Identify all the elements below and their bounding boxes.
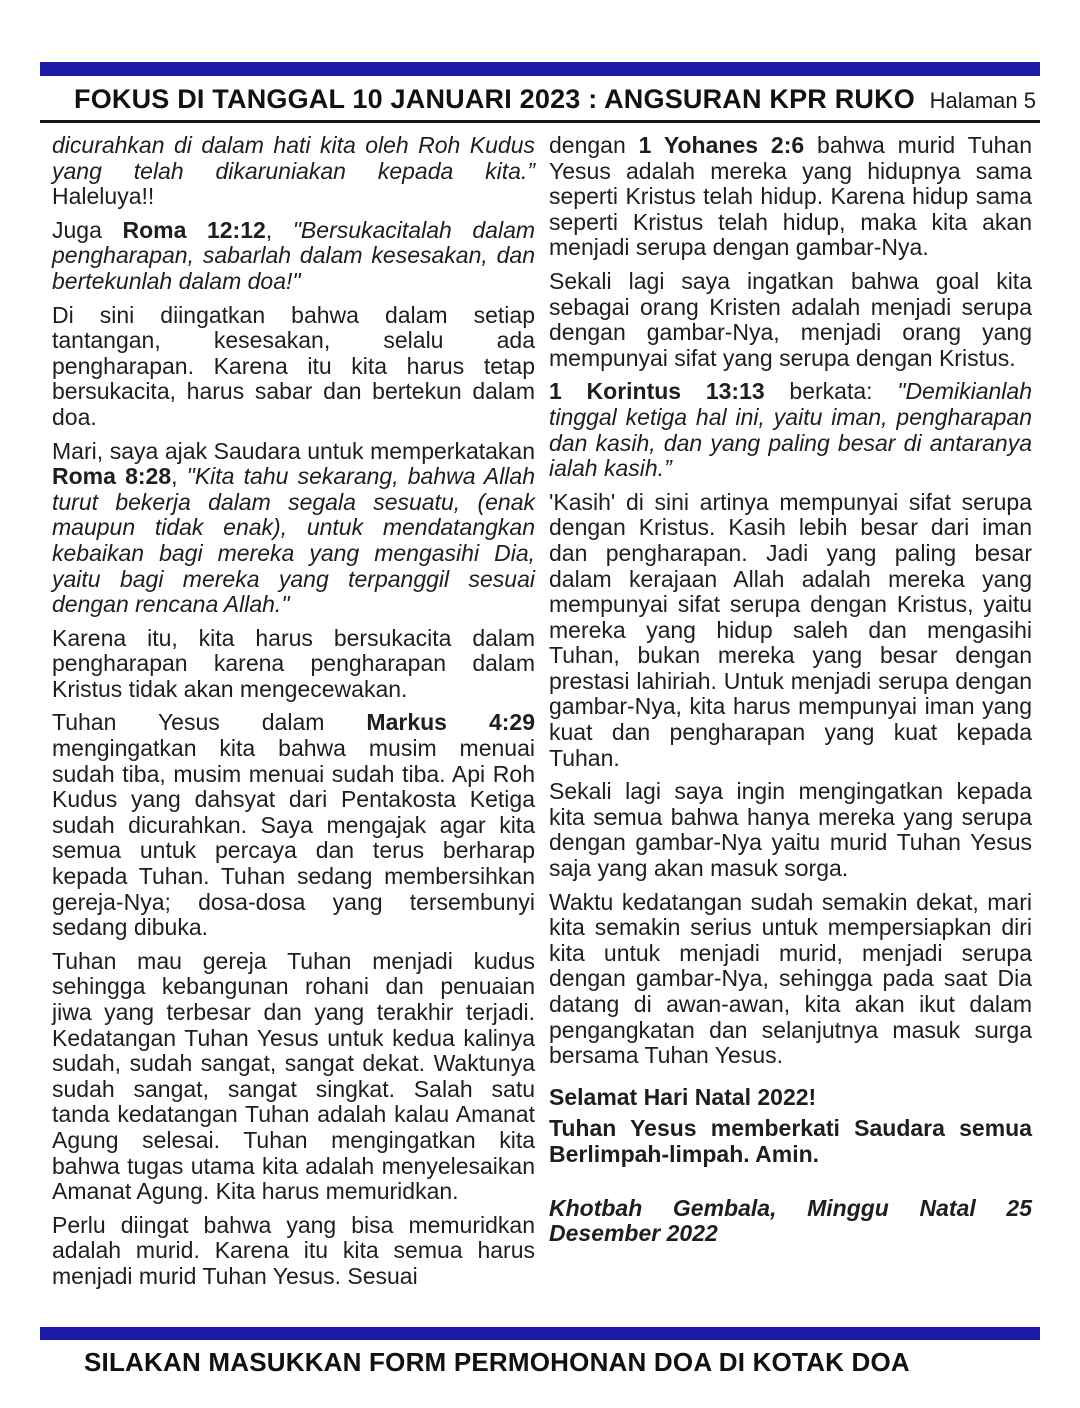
paragraph (52, 1213, 535, 1290)
text-run: Sekali lagi saya ingatkan bahwa goal kita sebagai orang Kristen adalah menjadi serupa dengan gambar-Nya, menjadi orang yang mempunyai sifat yang serupa dengan Kristus. (549, 267, 1032, 371)
text-run: 1 Korintus 13:13 (549, 378, 765, 405)
text-run: Mari, saya ajak Saudara untuk memperkatakan (52, 437, 535, 464)
right-column (549, 133, 1032, 1298)
text-run: Juga (52, 216, 123, 243)
header-row (40, 76, 1040, 120)
page-number: Halaman 5 (929, 88, 1036, 113)
text-run: Selamat Hari Natal 2022! (549, 1083, 817, 1110)
paragraph (549, 269, 1032, 371)
text-run: Perlu diingat bahwa yang bisa memuridkan adalah murid. Karena itu kita semua harus menjadi murid Tuhan Yesus. Sesuai (52, 1211, 535, 1289)
paragraph (52, 626, 535, 703)
text-run: dengan (549, 132, 639, 158)
content-frame (40, 0, 1040, 1298)
paragraph (52, 949, 535, 1205)
paragraph (549, 890, 1032, 1069)
text-run: "Demikianlah tinggal ketiga hal ini, yaitu iman, pengharapan dan kasih, dan yang paling besar di antaranya ialah kasih.” (549, 378, 1033, 482)
page-title: FOKUS DI TANGGAL 10 JANUARI 2023 : ANGSURAN KPR RUKO (74, 84, 916, 114)
footer-note: SILAKAN MASUKKAN FORM PERMOHONAN DOA DI KOTAK DOA (84, 1347, 910, 1377)
text-run: Waktu kedatangan sudah semakin dekat, mari kita semakin serius untuk mempersiapkan diri kita untuk menjadi murid, menjadi serupa dengan gambar-Nya, sehingga pada saat Dia datang di awan-awan, kita akan ikut dalam pengangkatan dan selanjutnya masuk surga bersama Tuhan Yesus. (549, 888, 1032, 1069)
header-blue-bar (40, 62, 1040, 76)
text-run: "Kita tahu sekarang, bahwa Allah turut bekerja dalam segala sesuatu, (enak maupun tidak enak), untuk mendatangkan kebaikan bagi mereka yang mengasihi Dia, yaitu bagi mereka yang terpanggil sesuai dengan rencana Allah." (52, 463, 535, 618)
text-run: Khotbah Gembala, Minggu Natal 25 Desember 2022 (549, 1194, 1032, 1247)
text-run: , (171, 463, 187, 490)
paragraph (52, 710, 535, 940)
left-column (52, 133, 535, 1298)
paragraph (549, 490, 1032, 772)
text-run: 1 Yohanes 2:6 (638, 132, 805, 158)
paragraph (549, 133, 1032, 261)
text-run: Karena itu, kita harus bersukacita dalam pengharapan karena pengharapan dalam Kristus tidak akan mengecewakan. (52, 624, 535, 702)
text-run: Markus 4:29 (366, 709, 535, 736)
article-body (40, 123, 1040, 1298)
text-run: Tuhan Yesus dalam (52, 709, 367, 736)
text-run: Haleluya!! (52, 183, 155, 210)
text-run: dicurahkan di dalam hati kita oleh Roh Kudus yang telah dikaruniakan kepada kita.” (52, 132, 535, 184)
paragraph (52, 218, 535, 295)
text-run: Tuhan mau gereja Tuhan menjadi kudus sehingga kebangunan rohani dan penuaian jiwa yang terbesar dan yang terakhir terjadi. Kedatangan Tuhan Yesus untuk kedua kalinya sudah, sudah sangat, sangat dekat. Waktunya sudah sangat, sangat singkat. Salah satu tanda kedatangan Tuhan adalah kalau Amanat Agung selesai. Tuhan mengingatkan kita bahwa tugas utama kita adalah menyelesaikan Amanat Agung. Kita harus memuridkan. (52, 947, 535, 1205)
paragraph (52, 439, 535, 618)
text-run: mengingatkan kita bahwa musim menuai sudah tiba, musim menuai sudah tiba. Api Roh Kudus yang dahsyat dari Pentakosta Ketiga sudah dicurahkan. Saya mengajak agar kita semua untuk percaya dan terus berharap kepada Tuhan. Tuhan sedang membersihkan gereja-Nya; dosa-dosa yang tersembunyi sedang dibuka. (52, 735, 535, 941)
text-run: berkata: (764, 378, 898, 405)
text-run: , (265, 216, 293, 243)
paragraph (52, 133, 535, 210)
paragraph (549, 1196, 1032, 1247)
paragraph (549, 379, 1032, 481)
paragraph (549, 1116, 1032, 1167)
text-run: Roma 12:12 (122, 216, 266, 243)
text-run: 'Kasih' di sini artinya mempunyai sifat serupa dengan Kristus. Kasih lebih besar dari iman dan pengharapan. Jadi yang paling besar dalam kerajaan Allah adalah mereka yang mempunyai sifat serupa dengan Kristus, yaitu mereka yang hidup saleh dan mengasihi Tuhan, bukan mereka yang besar dengan prestasi lahiriah. Untuk menjadi serupa dengan gambar-Nya, kita harus mempunyai iman yang kuat dan pengharapan yang kuat kepada Tuhan. (549, 488, 1032, 771)
text-run: Tuhan Yesus memberkati Saudara semua Berlimpah-limpah. Amin. (549, 1115, 1032, 1167)
paragraph (549, 1085, 1032, 1111)
page-footer (40, 1327, 1040, 1378)
page-header (40, 62, 1040, 123)
text-run: Sekali lagi saya ingin mengingatkan kepada kita semua bahwa hanya mereka yang serupa dengan gambar-Nya yaitu murid Tuhan Yesus saja yang akan masuk sorga. (549, 778, 1032, 882)
text-run: Roma 8:28 (52, 463, 172, 490)
footer-blue-bar (40, 1327, 1040, 1340)
text-run: bahwa murid Tuhan Yesus adalah mereka yang hidupnya sama seperti Kristus telah hidup. Karena hidup sama seperti Kristus telah hidup, maka kita akan menjadi serupa dengan gambar-Nya. (549, 132, 1033, 261)
text-run: Di sini diingatkan bahwa dalam setiap tantangan, kesesakan, selalu ada pengharapan. Karena itu kita harus tetap bersukacita, harus sabar dan bertekun dalam doa. (52, 301, 535, 430)
text-run: "Bersukacitalah dalam pengharapan, sabarlah dalam kesesakan, dan bertekunlah dalam doa!" (52, 216, 536, 294)
paragraph (549, 779, 1032, 881)
paragraph (52, 303, 535, 431)
